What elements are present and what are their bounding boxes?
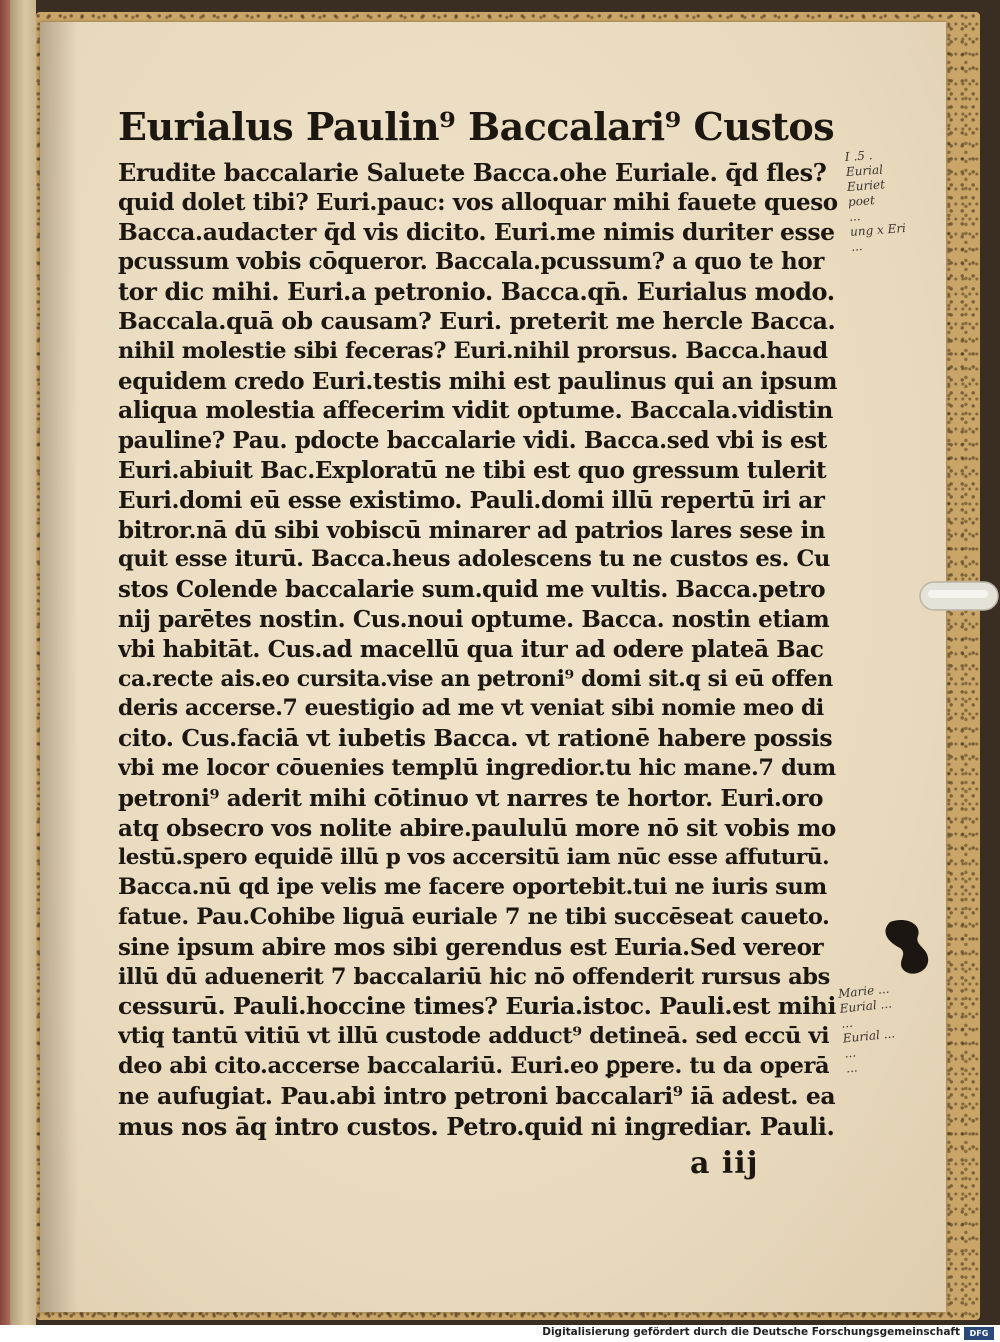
text-line: Erudite baccalarie Saluete Bacca.ohe Euriale. q̄d fles?	[118, 158, 827, 187]
marginal-note-line: Eurial	[845, 162, 884, 180]
text-line: bitror.nā dū sibi vobiscū minarer ad patrios lares sese in	[118, 516, 826, 544]
text-line: tor dic mihi. Euri.a petronio. Bacca.qn̄. Eurialus modo.	[118, 277, 835, 307]
text-line: vbi me locor cōuenies templū ingredior.tu hic mane.7 dum	[118, 754, 836, 781]
text-line: nij parētes nostin. Cus.noui optume. Bacca. nostin etiam	[118, 605, 830, 633]
text-line: vbi habitāt. Cus.ad macellū qua itur ad odere plateā Bac	[118, 635, 824, 663]
marginal-note-top	[844, 146, 907, 255]
marginal-note-line: Eurial ...	[839, 996, 893, 1016]
marginal-note-line: ...	[840, 1015, 854, 1031]
text-line: atq obsecro vos nolite abire.paululū more nō sit vobis mo	[118, 814, 836, 842]
text-line: Euri.domi eū esse existimo. Pauli.domi illū repertū iri ar	[118, 486, 825, 514]
marginal-note-bottom	[837, 982, 898, 1077]
gutter-shadow	[40, 22, 78, 1312]
text-line: lestū.spero equidē illū p vos accersitū iam nūc esse affuturū.	[118, 845, 830, 871]
text-line: Bacca.nū qd ipe velis me facere oportebit.tui ne iuris sum	[118, 874, 827, 901]
text-line: pcussum vobis cōqueror. Baccala.pcussum? a quo te hor	[118, 248, 824, 276]
text-line: petroni⁹ aderit mihi cōtinuo vt narres te hortor. Euri.oro	[118, 784, 824, 812]
marginal-note-line: ung x Eri	[849, 220, 907, 239]
text-line: Bacca.audacter q̄d vis dicito. Euri.me nimis duriter esse	[118, 217, 835, 246]
text-line: vtiq tantū vitiū vt illū custode adduct⁹ detineā. sed eccū vi	[118, 1023, 830, 1050]
marginal-note-line: Marie ...	[837, 981, 890, 1001]
text-line: aliqua molestia affecerim vidit optume. Baccala.vidistin	[118, 396, 833, 425]
page-heading: Eurialus Paulin⁹ Baccalari⁹ Custos	[118, 104, 835, 149]
marginal-note-line: ...	[845, 1060, 859, 1076]
ink-stain	[878, 918, 938, 980]
text-line: fatue. Pau.Cohibe liguā euriale 7 ne tibi succēseat caueto.	[118, 903, 830, 930]
spine-edge	[0, 0, 10, 1325]
marginal-note-line: ...	[843, 1045, 857, 1061]
dfg-logo: DFG	[964, 1327, 994, 1340]
text-line: nihil molestie sibi feceras? Euri.nihil prorsus. Bacca.haud	[118, 337, 828, 364]
footer-credit: Digitalisierung gefördert durch die Deutsche Forschungsgemeinschaft	[542, 1326, 960, 1338]
text-line: cito. Cus.faciā vt iubetis Bacca. vt rationē habere possis	[118, 724, 833, 753]
text-line: deo abi cito.accerse baccalariū. Euri.eo ꝑpere. tu da operā	[118, 1052, 830, 1079]
marginal-note-line: I .5 .	[844, 148, 873, 165]
page-clip	[918, 578, 1000, 614]
text-line: Baccala.quā ob causam? Euri. preterit me hercle Bacca.	[118, 306, 836, 335]
text-line: quit esse iturū. Bacca.heus adolescens tu ne custos es. Cu	[118, 546, 830, 573]
marginal-note-line: Euriet	[846, 177, 886, 194]
text-line: sine ipsum abire mos sibi gerendus est Euria.Sed vereor	[118, 933, 824, 961]
text-line: quid dolet tibi? Euri.pauc: vos alloquar mihi fauete queso	[118, 188, 838, 216]
text-line: deris accerse.7 euestigio ad me vt veniat sibi nomie meo di	[118, 695, 824, 722]
text-line: mus nos āq intro custos. Petro.quid ni ingrediar. Pauli.	[118, 1111, 835, 1141]
text-line: illū dū aduenerit 7 baccalariū hic nō offenderit rursus abs	[118, 963, 830, 990]
text-line: pauline? Pau. pdocte baccalarie vidi. Bacca.sed vbi is est	[118, 427, 827, 455]
marginal-note-line: ...	[850, 239, 864, 254]
marginal-note-line: poet	[847, 193, 876, 209]
text-line: Euri.abiuit Bac.Exploratū ne tibi est quo gressum tulerit	[118, 456, 827, 484]
text-line: equidem credo Euri.testis mihi est paulinus qui an ipsum	[118, 367, 838, 395]
text-line: cessurū. Pauli.hoccine times? Euria.istoc. Pauli.est mihi	[118, 992, 837, 1021]
text-line: stos Colende baccalarie sum.quid me vultis. Bacca.petro	[118, 576, 826, 604]
text-line: ne aufugiat. Pau.abi intro petroni baccalari⁹ iā adest. ea	[118, 1081, 836, 1110]
signature-mark: a iij	[690, 1146, 759, 1181]
printed-text-block	[118, 98, 838, 1141]
text-line: ca.recte ais.eo cursita.vise an petroni⁹ domi sit.q si eū offen	[118, 665, 833, 692]
marginal-note-line: Eurial ...	[842, 1026, 896, 1046]
text-lines	[118, 158, 838, 1141]
marginal-note-line: ...	[848, 209, 861, 224]
